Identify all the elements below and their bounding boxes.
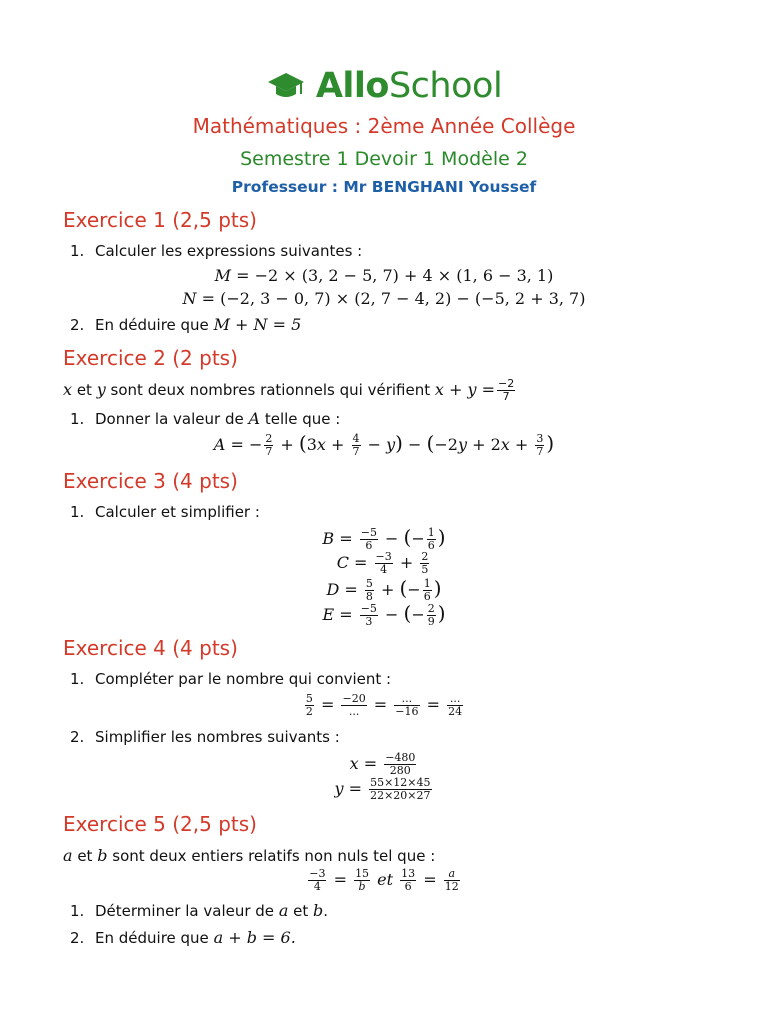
equation-B: B = $\frac{-5}{6}$ − (− $\frac{1}{6}$ ): [322, 525, 446, 552]
exercise-4-question-1: 1. Compléter par le nombre qui convient :: [70, 670, 392, 688]
equation-A: A = − $\frac{2}{7}$ + (3x + $\frac{4}{7}$ − y) − (−2y + 2x + $\frac{3}{7}$ ): [213, 431, 555, 458]
logo: [0, 66, 768, 106]
equation-D: D = $\frac{5}{8}$ + (− $\frac{1}{6}$ ): [326, 576, 442, 603]
equation-M: M = −2 × (3, 2 − 5, 7) + 4 × (1, 6 − 3, 1): [214, 266, 554, 285]
exercise-5-question-1: 1. Déterminer la valeur de a et b.: [70, 901, 329, 920]
logo-text: AlloSchool: [315, 66, 503, 106]
semester-title: Semestre 1 Devoir 1 Modèle 2: [240, 148, 528, 170]
exercise-3-question-1: 1. Calculer et simplifier :: [70, 503, 260, 521]
exercise-4-question-2: 2. Simplifier les nombres suivants :: [70, 728, 340, 746]
graduation-cap-icon: [266, 70, 306, 102]
exercise-2-question-1: 1. Donner la valeur de A telle que :: [70, 409, 341, 428]
exercise-5-question-2: 2. En déduire que a + b = 6.: [70, 928, 296, 947]
exercise-1-question-1: 1. Calculer les expressions suivantes :: [70, 242, 363, 260]
exercise-3-title: Exercice 3 (4 pts): [63, 469, 238, 493]
exercise-5-title: Exercice 5 (2,5 pts): [63, 812, 257, 836]
equation-fraction-completion: $\frac{5}{2}$ = $\frac{-20}{...}$ = $\frac{...}{-16}$ = $\frac{...}{24}$: [305, 692, 463, 718]
equation-x: x = $\frac{-480}{280}$: [349, 751, 416, 777]
exercise-2-title: Exercice 2 (2 pts): [63, 346, 238, 370]
exercise-1-title: Exercice 1 (2,5 pts): [63, 208, 257, 232]
equation-C: C = $\frac{-3}{4}$ + $\frac{2}{5}$: [336, 550, 429, 576]
professor-name: Professeur : Mr BENGHANI Youssef: [231, 178, 537, 196]
exercise-2-intro: x et y sont deux nombres rationnels qui vérifient x + y = $\frac{-2}{7}$: [63, 377, 515, 403]
subject-title: Mathématiques : 2ème Année Collège: [192, 114, 576, 138]
exercise-1-question-2: 2. En déduire que M + N = 5: [70, 315, 302, 334]
equation-ab: $\frac{-3}{4}$ = $\frac{15}{b}$ et $\frac{13}{6}$ = $\frac{a}{12}$: [309, 867, 459, 893]
equation-y: y = $\frac{55\times 12\times 45}{22\times 20\times 27}$: [334, 776, 431, 802]
equation-N: N = (−2, 3 − 0, 7) × (2, 7 − 4, 2) − (−5, 2 + 3, 7): [182, 289, 586, 308]
exercise-4-title: Exercice 4 (4 pts): [63, 636, 238, 660]
equation-E: E = $\frac{-5}{3}$ − (− $\frac{2}{9}$ ): [322, 601, 446, 628]
exercise-5-intro: a et b sont deux entiers relatifs non nuls tel que :: [63, 846, 436, 865]
